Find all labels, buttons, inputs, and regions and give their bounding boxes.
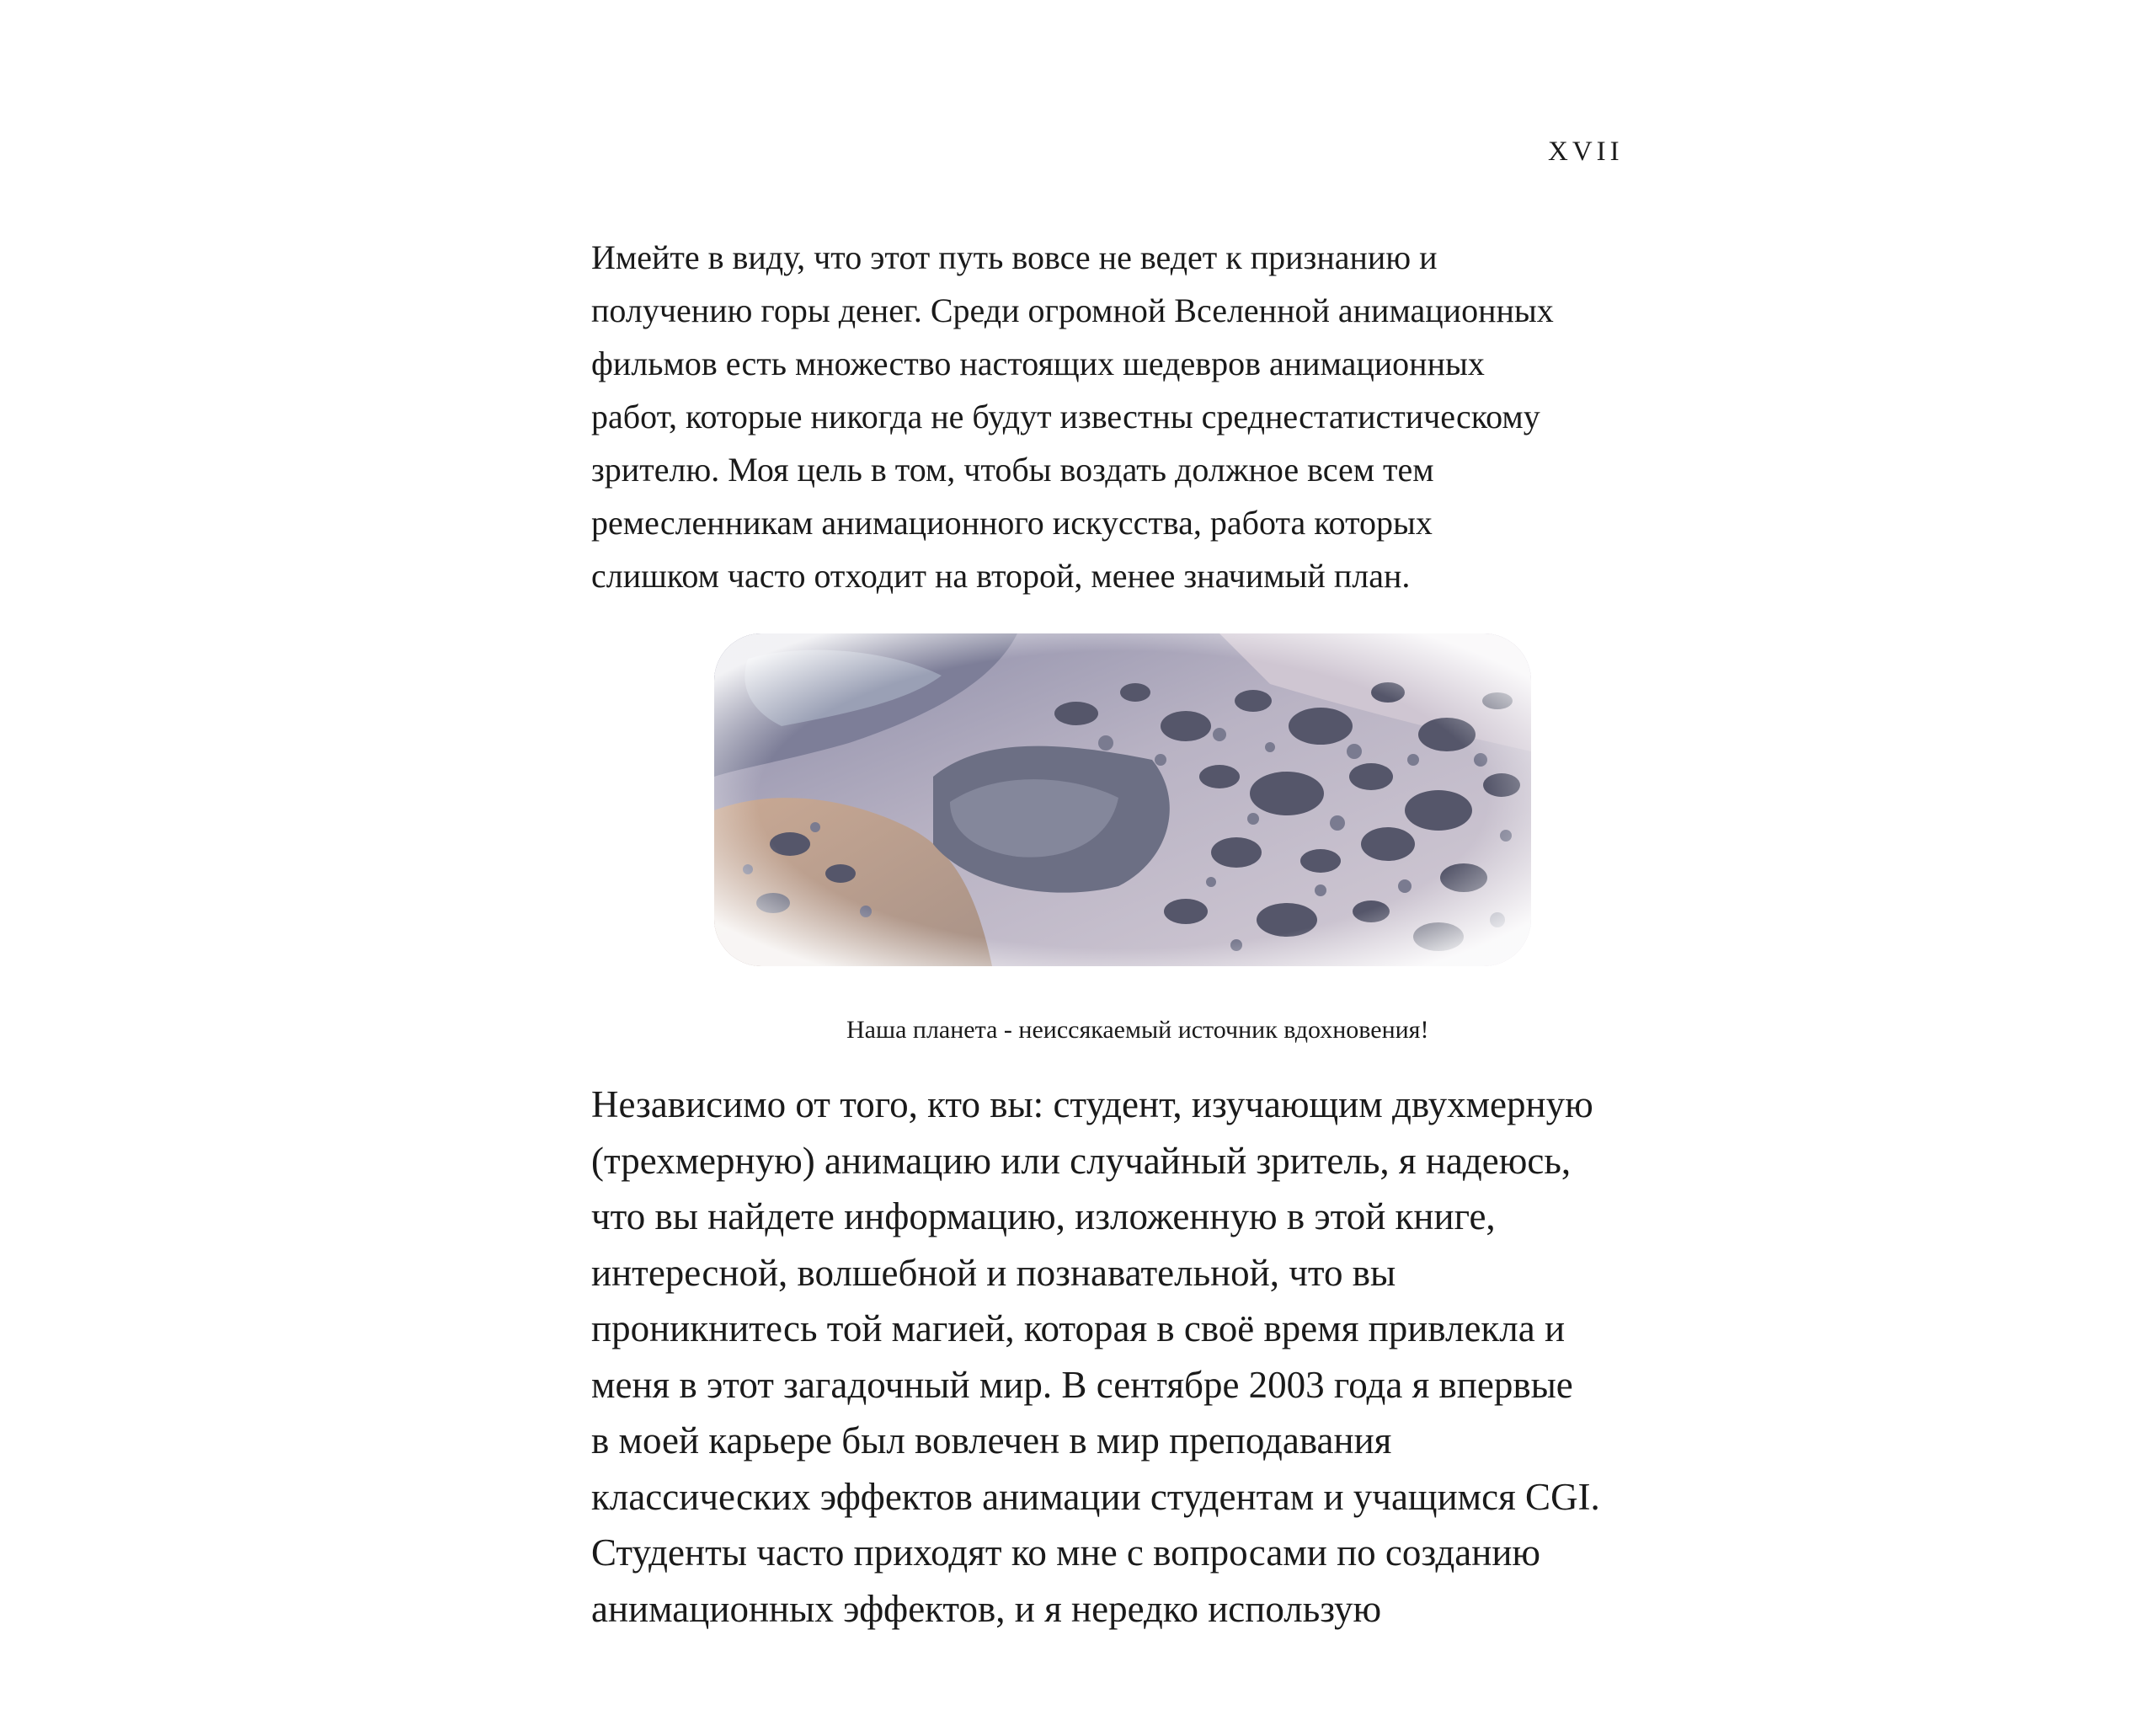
- paragraph-line: (трехмерную) анимацию или случайный зритель, я надеюсь,: [591, 1139, 1572, 1182]
- paragraph-line: что вы найдете информацию, изложенную в этой книге,: [591, 1195, 1496, 1237]
- paragraph-line: анимационных эффектов, и я нередко использую: [591, 1587, 1382, 1630]
- paragraph-line: зрителю. Моя цель в том, чтобы воздать должное всем тем: [591, 451, 1434, 489]
- paragraph-line: в моей карьере был вовлечен в мир преподавания: [591, 1419, 1392, 1462]
- paragraph-line: меня в этот загадочный мир. В сентябре 2003 года я впервые: [591, 1363, 1573, 1406]
- paragraph-main: [591, 1077, 1600, 1637]
- page-number: XVII: [1548, 136, 1624, 167]
- paragraph-line: слишком часто отходит на второй, менее значимый план.: [591, 557, 1411, 595]
- paragraph-line: Независимо от того, кто вы: студент, изучающим двухмерную: [591, 1083, 1593, 1125]
- paragraph-line: фильмов есть множество настоящих шедевров анимационных: [591, 345, 1485, 382]
- paragraph-line: классических эффектов анимации студентам и учащимся CGI.: [591, 1475, 1600, 1518]
- paragraph-intro: [591, 231, 1554, 602]
- porous-rock-photo: [714, 633, 1531, 966]
- paragraph-line: работ, которые никогда не будут известны среднестатистическому: [591, 398, 1540, 436]
- figure-caption: Наша планета - неиссякаемый источник вдохновения!: [846, 1016, 1429, 1044]
- paragraph-line: ремесленникам анимационного искусства, работа которых: [591, 504, 1433, 542]
- paragraph-line: интересной, волшебной и познавательной, что вы: [591, 1251, 1396, 1294]
- paragraph-line: Студенты часто приходят ко мне с вопросами по созданию: [591, 1531, 1541, 1574]
- paragraph-line: проникнитесь той магией, которая в своё время привлекла и: [591, 1307, 1566, 1349]
- paragraph-line: получению горы денег. Среди огромной Вселенной анимационных: [591, 291, 1554, 329]
- paragraph-line: Имейте в виду, что этот путь вовсе не ведет к признанию и: [591, 238, 1438, 276]
